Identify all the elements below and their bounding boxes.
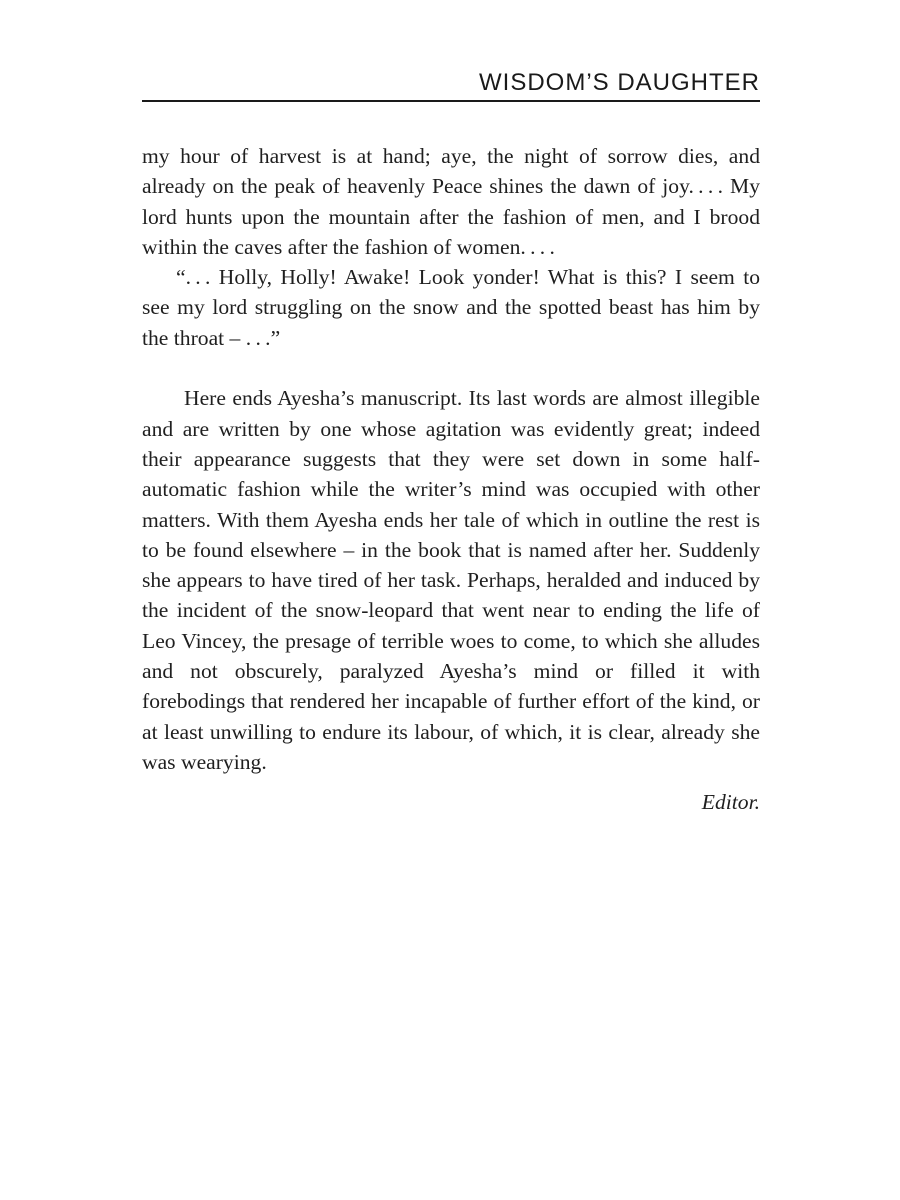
editor-signature: Editor. — [701, 790, 760, 815]
book-page — [142, 0, 760, 1200]
paragraph-editor-note: Here ends Ayesha’s manuscript. Its last words are almost illegible and are written by one whose agitation was evidently great; indeed their appearance suggests that they were set down in some half- automatic fashion while the writer’s mind was occupied with other matters. With them Ayesha ends her tale of which in outline the rest is to be found elsewhere – in the book that is named after her. Suddenly she appears to have tired of her task. Perhaps, heralded and induced by the incident of the snow-leopard that went near to ending the life of Leo Vincey, the presage of terrible woes to come, to which she alludes and not obscurely, paralyzed Ayesha’s mind or filled it with forebodings that rendered her incapable of further effort of the kind, or at least unwilling to endure its labour, of which, it is clear, already she was wearying. — [142, 386, 760, 774]
body-text — [142, 141, 760, 818]
running-head: WISDOM’S DAUGHTER — [479, 69, 760, 96]
header-rule — [142, 100, 760, 102]
paragraph-manuscript-quote: “. . . Holly, Holly! Awake! Look yonder! What is this? I seem to see my lord struggling on the snow and the spotted beast has him by the throat – . . .” — [142, 265, 760, 350]
paragraph-manuscript-continuation: my hour of harvest is at hand; aye, the night of sorrow dies, and already on the peak of heavenly Peace shines the dawn of joy. . . . My lord hunts upon the mountain after the fashion of men, and I brood within the caves after the fashion of women. . . . — [142, 144, 760, 259]
